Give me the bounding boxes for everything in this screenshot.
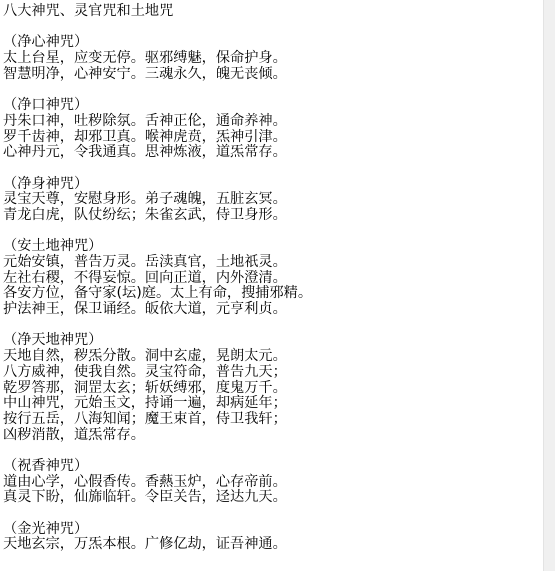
spacer (3, 224, 543, 240)
spacer (3, 443, 543, 459)
spacer (3, 161, 543, 177)
verse-line: 按行五岳，八海知闻；魔王束首，侍卫我轩； (3, 410, 287, 427)
verse-line: 元始安镇，普告万灵。岳渎真官，土地祇灵。 (3, 254, 287, 270)
verse-line: 心神丹元，令我通真。思神炼液，道炁常存。 (3, 144, 287, 161)
verse-line: 罗千齿神，却邪卫真。喉神虎贲，炁神引津。 (3, 128, 287, 145)
section-heading: （金光神咒） (3, 520, 89, 537)
verse-line: 乾罗答那，洞罡太玄；斩妖缚邪，度鬼万千。 (3, 379, 287, 396)
verse-line: 天地自然，秽炁分散。洞中玄虚，晃朗太元。 (3, 348, 287, 365)
vertical-scrollbar[interactable] (543, 0, 555, 571)
document-title: 八大神咒、灵官咒和土地咒 (3, 3, 174, 19)
verse-line: 灵宝天尊，安慰身形。弟子魂魄，五脏玄冥。 (3, 191, 287, 208)
verse-line: 智慧明净，心神安宁。三魂永久，魄无丧倾。 (3, 65, 287, 82)
verse-line: 天地玄宗，万炁本根。广修亿劫，证吾神通。 (3, 536, 287, 553)
verse-line: 丹朱口神，吐秽除氛。舌神正伦，通命养神。 (3, 112, 287, 129)
verse-line: 青龙白虎，队仗纷纭；朱雀玄武，侍卫身形。 (3, 206, 287, 223)
verse-line: 真灵下盼，仙旆临轩。令臣关告，迳达九天。 (3, 489, 287, 506)
section-heading: （净天地神咒） (3, 332, 103, 349)
verse-line: 太上台星，应变无停。驱邪缚魅，保命护身。 (3, 50, 287, 67)
verse-line: 中山神咒，元始玉文，持诵一遍，却病延年； (3, 395, 287, 412)
section-heading: （净身神咒） (3, 175, 89, 192)
spacer (3, 82, 543, 98)
section-heading: （净口神咒） (3, 97, 89, 114)
verse-line: 各安方位，备守家(坛)庭。太上有命，搜捕邪精。 (3, 285, 313, 302)
section-heading: （祝香神咒） (3, 457, 89, 474)
verse-line: 护法神王，保卫诵经。皈依大道，元亨利贞。 (3, 301, 287, 318)
verse-line: 道由心学，心假香传。香爇玉炉，心存帝前。 (3, 473, 287, 490)
spacer (3, 506, 543, 522)
section-heading: （净心神咒） (3, 34, 89, 51)
verse-line: 左社右稷，不得妄惊。回向正道，内外澄清。 (3, 269, 287, 286)
verse-line: 凶秽消散，道炁常存。 (3, 426, 145, 443)
section-heading: （安土地神咒） (3, 238, 103, 255)
verse-line: 八方威神，使我自然。灵宝符命，普告九天； (3, 363, 287, 380)
